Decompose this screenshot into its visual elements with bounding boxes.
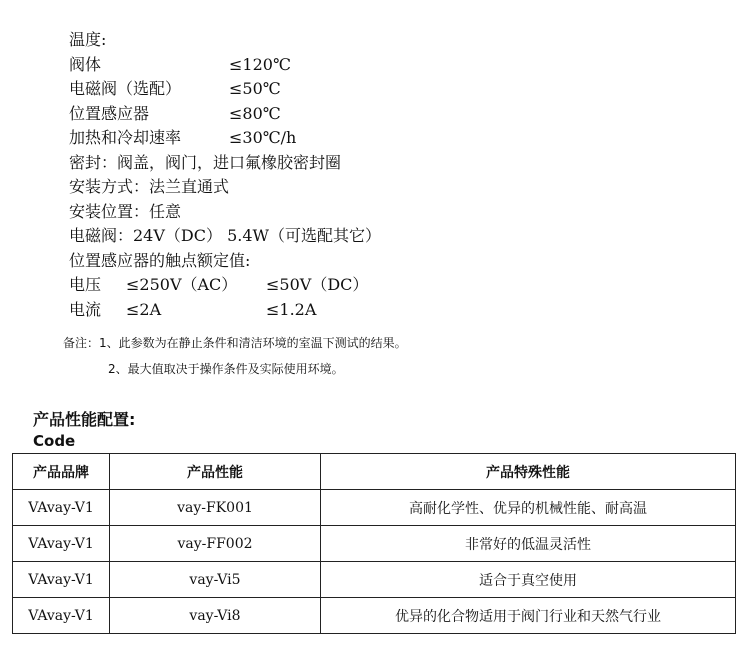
sensor-value: ≤80℃	[229, 103, 281, 123]
current-2: ≤1.2A	[266, 299, 317, 319]
spec-solenoid	[69, 77, 381, 102]
table-header-row	[13, 454, 736, 490]
spec-sensor	[69, 102, 381, 127]
temp-title: 温度:	[69, 30, 107, 49]
spec-temp-title	[69, 28, 381, 53]
note-2: 2、最大值取决于操作条件及实际使用环境。	[108, 362, 344, 376]
cell-special: 高耐化学性、优异的机械性能、耐高温	[321, 490, 736, 526]
cell-brand: VAvay-V1	[13, 598, 110, 634]
spec-seal: 密封：阀盖，阀门，进口氟橡胶密封圈	[69, 152, 342, 172]
solenoid-label: 电磁阀（选配）	[69, 79, 182, 98]
table-row	[13, 598, 736, 634]
performance-table	[12, 453, 736, 634]
valve-label: 阀体	[69, 54, 102, 74]
table-row	[13, 526, 736, 562]
cell-brand: VAvay-V1	[13, 562, 110, 598]
table-row	[13, 562, 736, 598]
spec-contact-title: 位置感应器的触点额定值:	[69, 250, 251, 270]
header-special: 产品特殊性能	[321, 454, 736, 490]
spec-install-position: 安装位置：任意	[69, 201, 182, 221]
cell-performance: vay-Vi5	[110, 562, 321, 598]
cell-brand: VAvay-V1	[13, 490, 110, 526]
note-1: 备注：1、此参数为在静止条件和清洁环境的室温下测试的结果。	[63, 336, 407, 350]
rate-label: 加热和冷却速率	[69, 128, 182, 147]
cell-performance: vay-FK001	[110, 490, 321, 526]
voltage-ac: ≤250V（AC）	[126, 275, 238, 294]
cell-performance: vay-Vi8	[110, 598, 321, 634]
sensor-label: 位置感应器	[69, 103, 150, 123]
cell-brand: VAvay-V1	[13, 526, 110, 562]
cell-special: 非常好的低温灵活性	[321, 526, 736, 562]
spec-install-method: 安装方式：法兰直通式	[69, 177, 230, 196]
cell-special: 优异的化合物适用于阀门行业和天然气行业	[321, 598, 736, 634]
spec-rate	[69, 126, 381, 151]
cell-special: 适合于真空使用	[321, 562, 736, 598]
spec-voltage	[69, 273, 381, 298]
spec-list	[69, 28, 381, 322]
section-title: 产品性能配置:	[33, 410, 136, 429]
voltage-dc: ≤50V（DC）	[266, 275, 369, 294]
table-row	[13, 490, 736, 526]
voltage-label: 电压	[69, 275, 102, 294]
spec-valve	[69, 53, 381, 78]
valve-value: ≤120℃	[229, 54, 291, 74]
rate-value: ≤30℃/h	[229, 128, 297, 147]
solenoid-value: ≤50℃	[229, 79, 281, 98]
header-brand: 产品品牌	[13, 454, 110, 490]
header-performance: 产品性能	[110, 454, 321, 490]
current-1: ≤2A	[126, 299, 162, 319]
spec-current	[69, 298, 381, 323]
notes	[63, 330, 407, 382]
cell-performance: vay-FF002	[110, 526, 321, 562]
code-label: Code	[33, 432, 76, 450]
current-label: 电流	[69, 299, 102, 319]
spec-solenoid-power: 电磁阀：24V（DC） 5.4W（可选配其它）	[69, 226, 381, 245]
